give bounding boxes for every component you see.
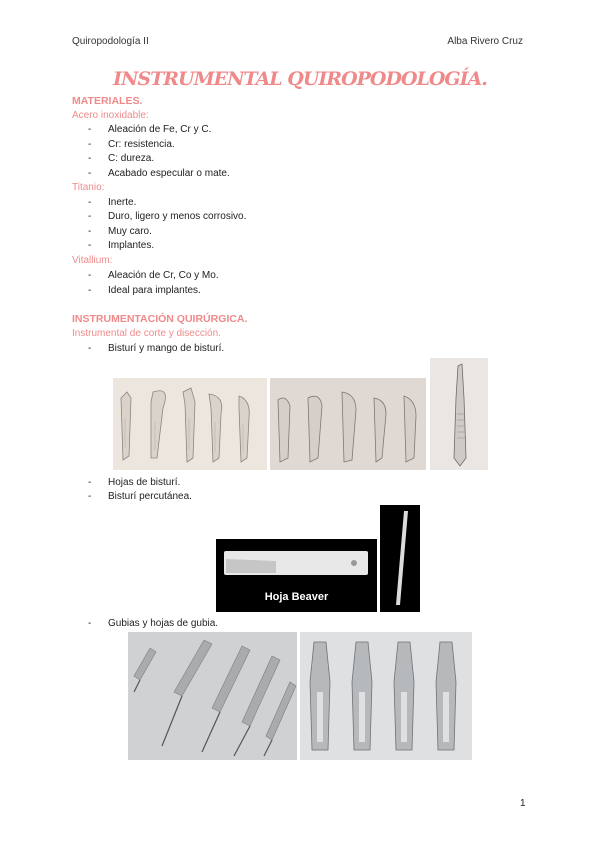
list-item: - Gubias y hojas de gubia. — [88, 618, 219, 629]
list-item: - Ideal para implantes. — [88, 285, 201, 296]
list-item: - Aleación de Cr, Co y Mo. — [88, 270, 219, 281]
header-right: Alba Rivero Cruz — [447, 36, 523, 47]
list-item: - Duro, ligero y menos corrosivo. — [88, 211, 247, 222]
scalpel-blades-photo-2 — [270, 378, 426, 470]
list-item: - Aleación de Fe, Cr y C. — [88, 124, 212, 135]
header-left: Quiropodología II — [72, 36, 149, 47]
percutaneous-scalpel-photo — [380, 505, 420, 612]
group-name: Acero inoxidable: — [72, 110, 149, 121]
beaver-blade-photo — [216, 539, 377, 612]
group-name: Titanio: — [72, 182, 105, 193]
list-item: - Muy caro. — [88, 226, 152, 237]
list-item: - Hojas de bisturí. — [88, 477, 181, 488]
materials-heading: MATERIALES. — [72, 95, 143, 107]
list-item: - Bisturí y mango de bisturí. — [88, 343, 225, 354]
beaver-label: Hoja Beaver — [264, 591, 329, 603]
gouges-photo — [128, 632, 297, 760]
list-item: - Cr: resistencia. — [88, 139, 175, 150]
list-item: - Bisturí percutánea. — [88, 491, 192, 502]
page-title: INSTRUMENTAL QUIROPODOLOGÍA. — [113, 68, 487, 90]
gouge-blades-photo — [300, 632, 472, 760]
surgical-heading: INSTRUMENTACIÓN QUIRÚRGICA. — [72, 313, 248, 325]
scalpel-blades-photo-1 — [113, 378, 267, 470]
list-item: - Implantes. — [88, 240, 155, 251]
group-name: Vitallium: — [72, 255, 113, 266]
list-item: - Acabado especular o mate. — [88, 168, 230, 179]
scalpel-handle-photo — [430, 358, 488, 470]
page-number: 1 — [520, 798, 526, 809]
surgical-sub: Instrumental de corte y disección. — [72, 328, 221, 339]
list-item: - Inerte. — [88, 197, 137, 208]
list-item: - C: dureza. — [88, 153, 155, 164]
